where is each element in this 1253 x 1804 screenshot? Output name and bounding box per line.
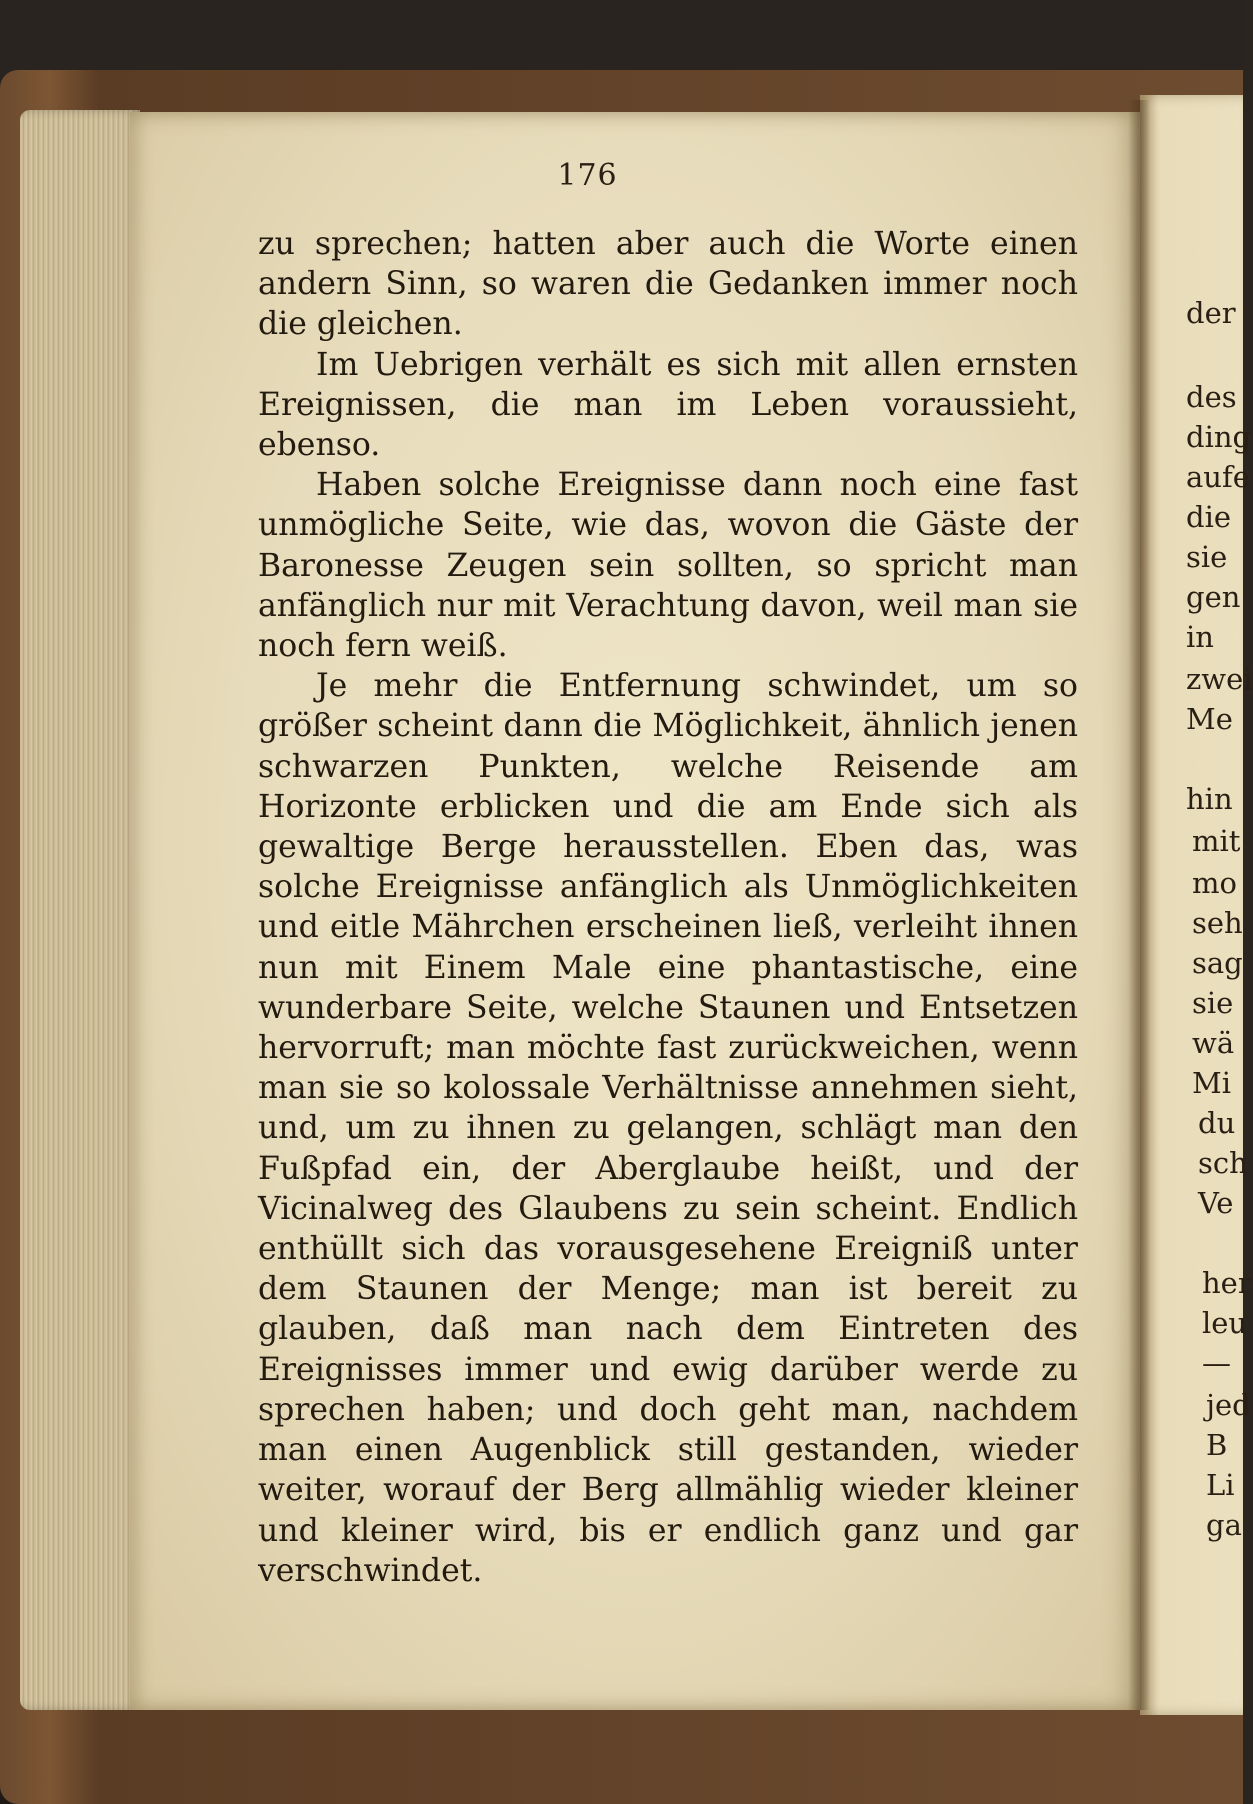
facing-fragment: wä — [1192, 1026, 1235, 1060]
paragraph-3: Haben solche Ereignisse dann noch eine fast unmögliche Seite, wie das, wovon die Gäste der Baronesse Zeugen sein sollten, so spricht man anfänglich nur mit Verachtung davon, weil man sie noch fern weiß. — [258, 467, 1078, 665]
facing-fragment: aufe — [1186, 460, 1250, 494]
facing-fragment: Mi — [1192, 1066, 1231, 1100]
facing-fragment: der — [1186, 296, 1236, 330]
facing-fragment: die — [1186, 500, 1232, 534]
paragraph-1: zu sprechen; hatten aber auch die Worte einen andern Sinn, so waren die Gedanken immer noch die gleichen. — [258, 226, 1078, 343]
facing-fragment: leu — [1202, 1306, 1248, 1340]
facing-fragment: gen — [1186, 580, 1241, 614]
facing-fragment: ga — [1206, 1508, 1242, 1542]
facing-fragment: sie — [1192, 986, 1234, 1020]
facing-fragment: her — [1202, 1266, 1252, 1300]
book-gutter — [1128, 100, 1150, 1710]
facing-fragment: Ve — [1198, 1186, 1234, 1220]
facing-fragment: du — [1198, 1106, 1236, 1140]
facing-fragment: ding — [1186, 420, 1252, 454]
facing-fragment: — — [1202, 1346, 1231, 1380]
facing-fragment: jed — [1206, 1388, 1251, 1422]
facing-fragment: sch — [1198, 1146, 1248, 1180]
facing-fragment: des — [1186, 380, 1237, 414]
page-number: 176 — [557, 158, 618, 193]
facing-fragment: hin — [1186, 782, 1233, 816]
facing-fragment: zwei — [1186, 662, 1253, 696]
facing-fragment: mo — [1192, 866, 1237, 900]
page-edges — [20, 110, 140, 1710]
facing-fragment: mit — [1192, 824, 1241, 858]
facing-fragment: Li — [1206, 1468, 1235, 1502]
facing-fragment: B — [1206, 1428, 1228, 1462]
facing-fragment: sag — [1192, 946, 1243, 980]
facing-fragment: in — [1186, 620, 1214, 654]
facing-fragment: seh — [1192, 906, 1243, 940]
facing-fragment: sie — [1186, 540, 1228, 574]
page-text — [258, 224, 1078, 1591]
facing-fragment: Me — [1186, 702, 1233, 736]
paragraph-2: Im Uebrigen verhält es sich mit allen ernsten Ereignissen, die man im Leben voraussieht, ebenso. — [258, 346, 1078, 464]
paragraph-4: Je mehr die Entfernung schwindet, um so größer scheint dann die Möglichkeit, ähnlich jenen schwarzen Punkten, welche Reisende am Horizonte erblicken und die am Ende sich als gewaltige Berge herausstellen. Eben das, was solche Ereignisse anfänglich als Unmöglichkeiten und eitle Mährchen erscheinen ließ, verleiht ihnen nun mit Einem Male eine phantastische, eine wunderbare Seite, welche Staunen und Entsetzen hervorruft; man möchte fast zurückweichen, wenn man sie so kolossale Verhältnisse annehmen sieht, und, um zu ihnen zu gelangen, schlägt man den Fußpfad ein, der Aberglaube heißt, und der Vicinalweg des Glaubens zu sein scheint. Endlich enthüllt sich das vorausgesehene Ereigniß unter dem Staunen der Menge; man ist bereit zu glauben, daß man nach dem Eintreten des Ereignisses immer und ewig darüber werde zu sprechen haben; und doch geht man, nachdem man einen Augenblick still gestanden, wieder weiter, worauf der Berg allmählig wieder kleiner und kleiner wird, bis er endlich ganz und gar verschwindet. — [258, 668, 1078, 1589]
